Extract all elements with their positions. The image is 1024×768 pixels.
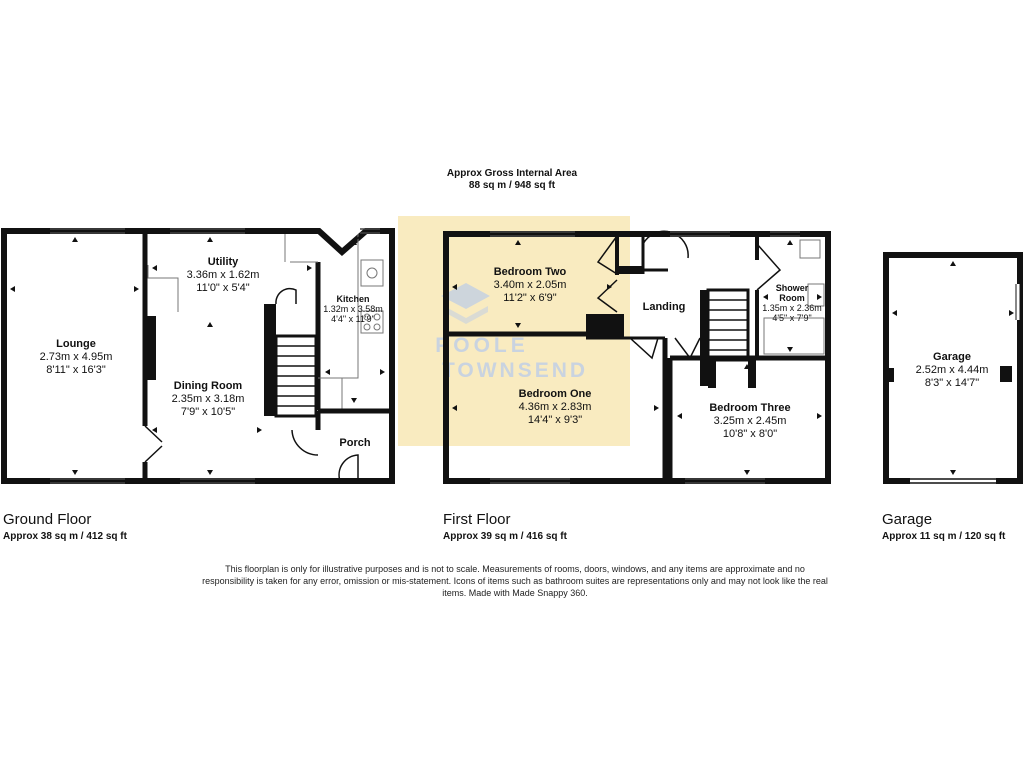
chimney-breast xyxy=(144,316,156,380)
room-label-porch: Porch xyxy=(339,437,371,449)
floor-area: Approx 11 sq m / 120 sq ft xyxy=(882,531,1006,542)
shower-tray-icon xyxy=(764,318,824,354)
floor-caption-garage xyxy=(882,511,1005,542)
room-imperial: 8'11" x 16'3" xyxy=(46,364,106,376)
ground-stairs xyxy=(264,304,316,416)
floor-caption-first xyxy=(443,511,567,542)
room-imperial: 11'2" x 6'9" xyxy=(503,292,557,304)
room-imperial: 4'5" x 7'9" xyxy=(772,313,812,323)
room-name: Utility xyxy=(207,256,239,268)
room-label-dining xyxy=(158,380,258,419)
room-metric: 2.52m x 4.44m xyxy=(915,364,989,376)
floor-caption-ground xyxy=(3,511,127,542)
floor-name: Garage xyxy=(882,511,933,528)
room-metric: 2.73m x 4.95m xyxy=(39,351,113,363)
room-name: Shower xyxy=(775,283,809,293)
room-name: Kitchen xyxy=(336,294,370,304)
room-label-garage xyxy=(900,351,1004,390)
gross-area-title: Approx Gross Internal Area xyxy=(446,168,578,179)
disclaimer-text: This floorplan is only for illustrative purposes and is not to scale. Measurements of rooms, doors, windows, and any items are approximate and no responsibility is taken for any error, omission or mis-statement. Icons of items such as bathroom suites are representations only and may not look like the real items. Made with Made Snappy 360. xyxy=(202,564,828,598)
bedroom-two-cupboard xyxy=(586,314,624,338)
room-metric: 2.35m x 3.18m xyxy=(171,393,245,405)
room-label-utility xyxy=(173,256,273,295)
room-label-lounge xyxy=(30,338,122,377)
gross-area-heading xyxy=(0,168,1024,192)
room-imperial: 10'8" x 8'0" xyxy=(722,428,778,440)
room-label-bedroom-three xyxy=(690,402,810,441)
gross-area-value: 88 sq m / 948 sq ft xyxy=(468,180,556,191)
room-name: Bedroom Three xyxy=(709,402,791,414)
floor-name: Ground Floor xyxy=(3,511,92,528)
room-imperial: 7'9" x 10'5" xyxy=(180,406,236,418)
room-metric: 3.40m x 2.05m xyxy=(493,279,567,291)
room-metric: 4.36m x 2.83m xyxy=(518,401,592,413)
first-stairs xyxy=(700,290,756,388)
floor-area: Approx 39 sq m / 416 sq ft xyxy=(443,531,567,542)
room-name-2: Room xyxy=(779,293,805,303)
room-label-landing: Landing xyxy=(642,301,686,313)
floor-name: First Floor xyxy=(443,511,511,528)
room-name: Dining Room xyxy=(173,380,243,392)
room-name: Garage xyxy=(933,351,971,363)
room-imperial: 11'0" x 5'4" xyxy=(196,282,250,294)
floor-area: Approx 38 sq m / 412 sq ft xyxy=(3,531,127,542)
room-imperial: 8'3" x 14'7" xyxy=(924,377,980,389)
room-metric: 1.35m x 2.36m xyxy=(762,303,822,313)
room-label-bedroom-one xyxy=(495,388,615,427)
room-imperial: 4'4" x 11'9" xyxy=(331,314,375,324)
room-name: Lounge xyxy=(56,338,96,350)
room-label-bedroom-two xyxy=(475,266,585,305)
sink-icon xyxy=(361,260,383,286)
room-label-kitchen xyxy=(318,294,388,324)
room-metric: 1.32m x 3.58m xyxy=(323,304,383,314)
room-metric: 3.25m x 2.45m xyxy=(713,415,787,427)
room-name: Bedroom Two xyxy=(493,266,567,278)
watermark-line2: TOWNSEND xyxy=(441,359,589,382)
room-metric: 3.36m x 1.62m xyxy=(186,269,260,281)
toilet-icon xyxy=(800,240,820,258)
room-imperial: 14'4" x 9'3" xyxy=(527,414,583,426)
room-label-shower xyxy=(757,283,827,323)
watermark-line1: POOLE xyxy=(435,334,529,357)
room-name: Bedroom One xyxy=(518,388,592,400)
